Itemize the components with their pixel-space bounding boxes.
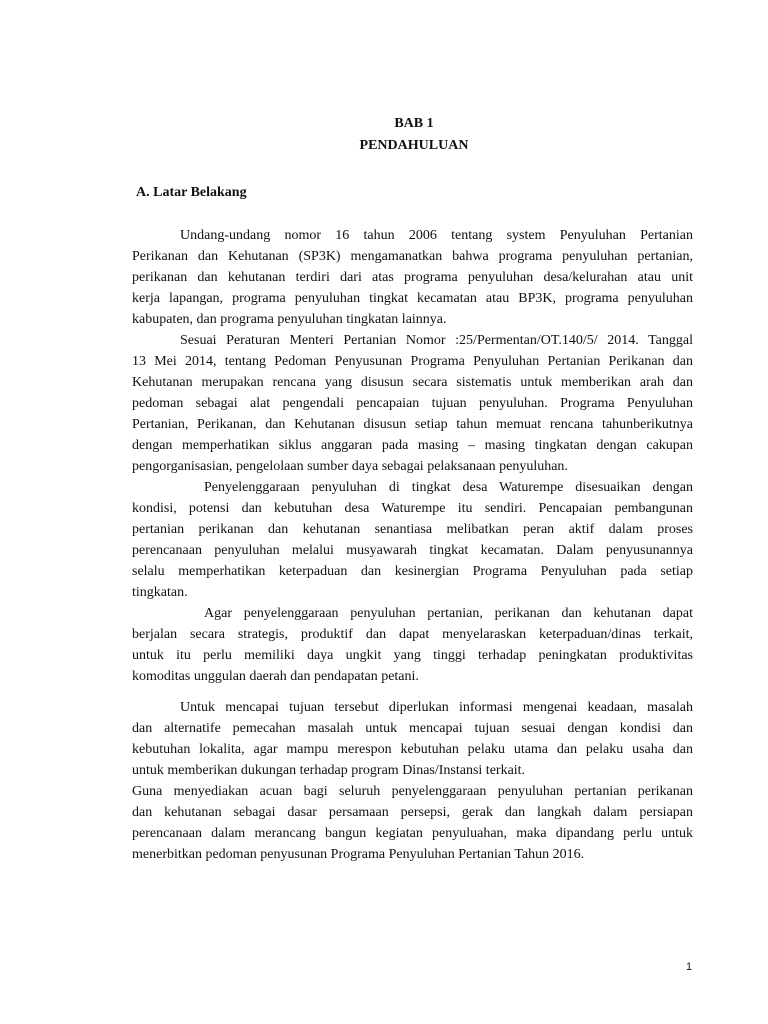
paragraph-line: dan kehutanan sebagai dasar persamaan persepsi, gerak dan langkah dalam persiapan [132,805,693,820]
paragraph-line: pengorganisasian, pengelolaan sumber daya sebagai pelaksanaan penyuluhan. [132,459,568,474]
section-heading: A. Latar Belakang [136,185,247,200]
chapter-number: BAB 1 [394,116,434,131]
page-number: 1 [686,961,693,973]
paragraph-line: pertanian perikanan dan kehutanan senantiasa melibatkan peran aktif dalam proses [132,522,693,537]
paragraph-line: berjalan secara strategis, produktif dan dapat menyelaraskan keterpaduan/dinas terkait, [132,627,693,642]
paragraph-line: dengan memperhatikan siklus anggaran pada masing – masing tingkatan dengan cakupan [132,438,693,453]
paragraph-line: Pertanian, Perikanan, dan Kehutanan disusun setiap tahun memuat rencana tahunberikutnya [132,417,693,432]
paragraph-line: perencanaan dalam merancang bangun kegiatan penyuluahan, maka dipandang perlu untuk [132,826,693,841]
paragraph-line: kondisi, potensi dan kebutuhan desa Waturempe itu sendiri. Pencapaian pembangunan [132,501,693,516]
paragraph-line: Perikanan dan Kehutanan (SP3K) mengamanatkan bahwa programa penyuluhan pertanian, [132,249,693,264]
paragraph-line: selalu memperhatikan keterpaduan dan kesinergian Programa Penyuluhan pada setiap [132,564,693,579]
paragraph-line: Agar penyelenggaraan penyuluhan pertanian, perikanan dan kehutanan dapat [204,606,693,621]
paragraph-line: Untuk mencapai tujuan tersebut diperlukan informasi mengenai keadaan, masalah [180,700,693,715]
paragraph-line: perikanan dan kehutanan terdiri dari atas programa penyuluhan desa/kelurahan atau unit [132,270,693,285]
paragraph-line: 13 Mei 2014, tentang Pedoman Penyusunan Programa Penyuluhan Pertanian Perikanan dan [132,354,693,369]
paragraph-line: untuk memberikan dukungan terhadap program Dinas/Instansi terkait. [132,763,526,778]
chapter-title: PENDAHULUAN [359,138,469,153]
paragraph-line: Penyelenggaraan penyuluhan di tingkat desa Waturempe disesuaikan dengan [204,480,693,495]
paragraph-line: tingkatan. [132,585,188,600]
paragraph-line: Kehutanan merupakan rencana yang disusun secara sistematis untuk memberikan arah dan [132,375,693,390]
paragraph-line: pedoman sebagai alat pengendali pencapaian tujuan penyuluhan. Programa Penyuluhan [132,396,693,411]
paragraph-line: komoditas unggulan daerah dan pendapatan petani. [132,669,419,684]
paragraph-line: kerja lapangan, programa penyuluhan tingkat kecamatan atau BP3K, programa penyuluhan [132,291,693,306]
paragraph-line: untuk itu perlu memiliki daya ungkit yang tinggi terhadap peningkatan produktivitas [132,648,693,663]
paragraph-line: kabupaten, dan programa penyuluhan tingkatan lainnya. [132,312,447,327]
paragraph-line: kebutuhan lokalita, agar mampu merespon kebutuhan pelaku utama dan pelaku usaha dan [132,742,693,757]
paragraph-line: menerbitkan pedoman penyusunan Programa Penyuluhan Pertanian Tahun 2016. [132,847,585,862]
paragraph-line: Undang-undang nomor 16 tahun 2006 tentang system Penyuluhan Pertanian [180,228,693,243]
paragraph-line: perencanaan penyuluhan melalui musyawarah tingkat kecamatan. Dalam penyusunannya [132,543,693,558]
paragraph-line: Guna menyediakan acuan bagi seluruh penyelenggaraan penyuluhan pertanian perikanan [132,784,693,799]
paragraph-line: Sesuai Peraturan Menteri Pertanian Nomor :25/Permentan/OT.140/5/ 2014. Tanggal [180,333,693,348]
paragraph-line: dan alternatife pemecahan masalah untuk mencapai tujuan sesuai dengan kondisi dan [132,721,693,736]
